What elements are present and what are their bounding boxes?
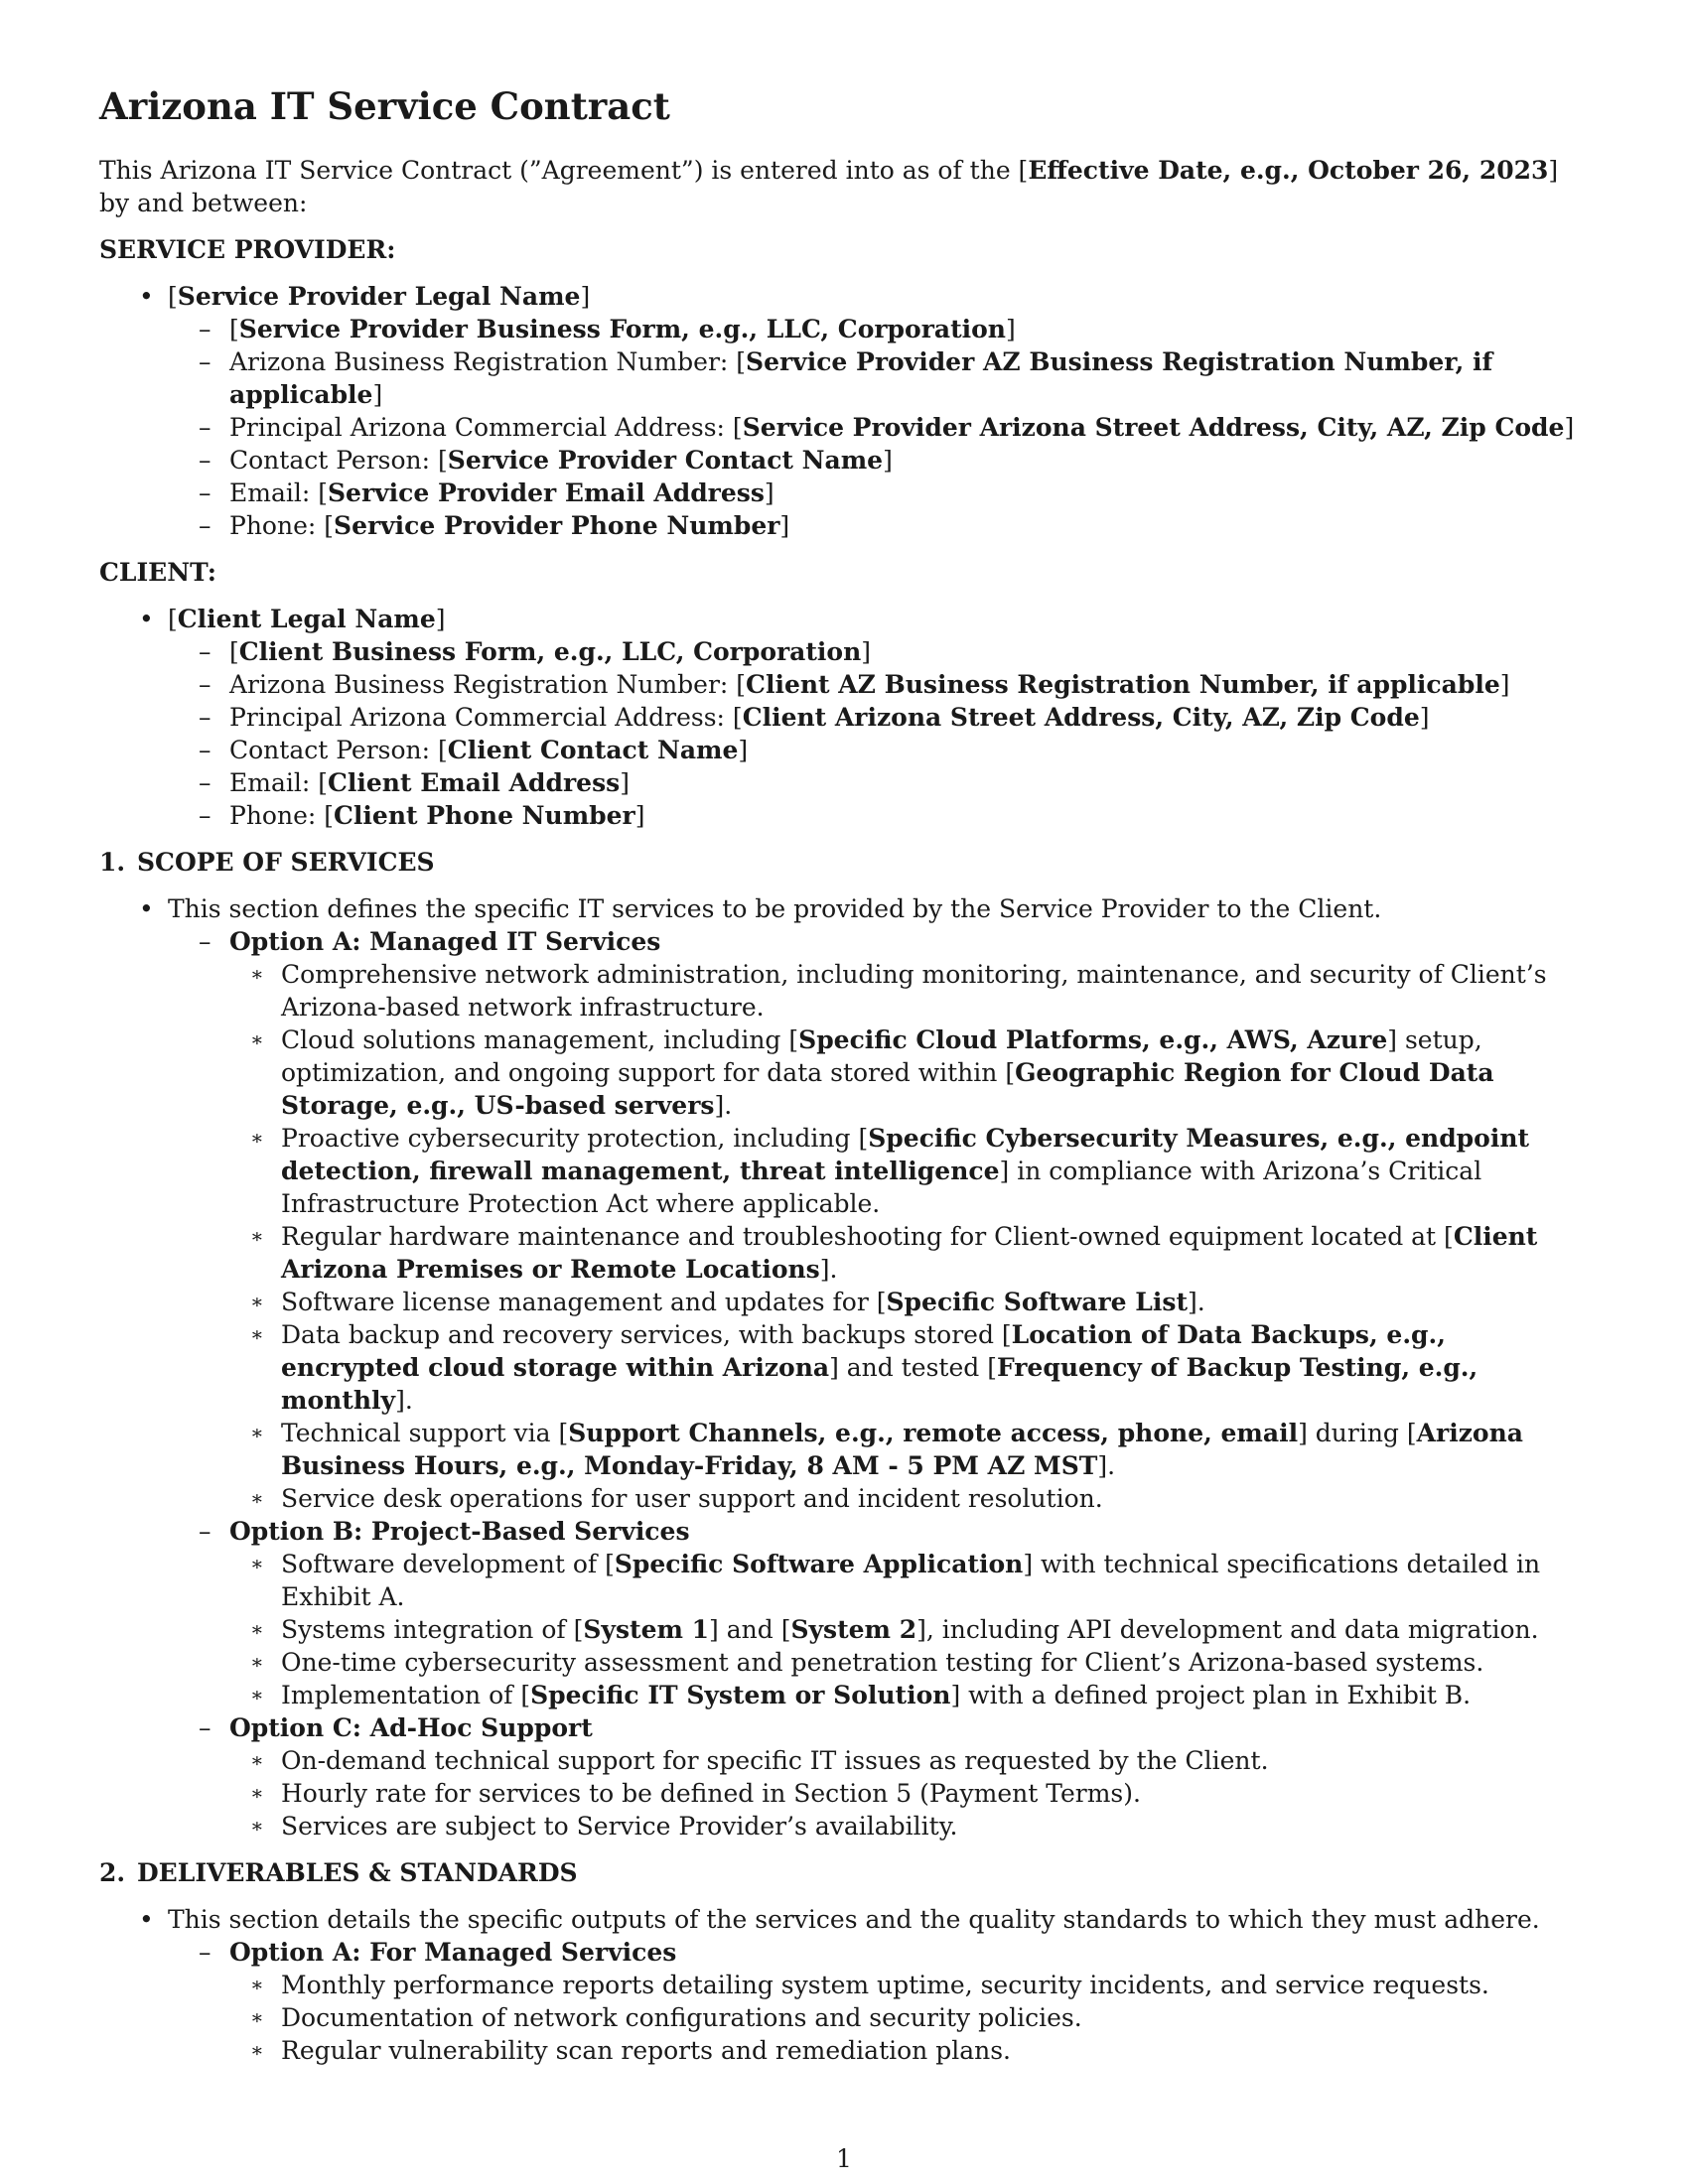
list-item: – Email: [Client Email Address] bbox=[199, 768, 630, 798]
list-item: • This section defines the specific IT services to be provided by the Service Provider to the Client. bbox=[139, 894, 1382, 924]
section-2-heading: 2. DELIVERABLES & STANDARDS bbox=[99, 1858, 578, 1888]
list-item: – [Client Business Form, e.g., LLC, Corporation] bbox=[199, 637, 872, 667]
list-item: ∗ Implementation of [Specific IT System or Solution] with a defined project plan in Exhibit B. bbox=[250, 1681, 1472, 1710]
list-item: ∗ One-time cybersecurity assessment and penetration testing for Client’s Arizona-based systems. bbox=[250, 1648, 1484, 1678]
list-item: • This section details the specific outputs of the services and the quality standards to which they must adhere. bbox=[139, 1905, 1540, 1935]
list-item: – Phone: [Service Provider Phone Number] bbox=[199, 511, 790, 541]
document-page bbox=[99, 84, 1589, 2067]
list-item: ∗ On-demand technical support for specific IT issues as requested by the Client. bbox=[250, 1746, 1269, 1776]
list-item: ∗ Software license management and updates for [Specific Software List]. bbox=[250, 1288, 1205, 1317]
section-1-list bbox=[99, 892, 1589, 1843]
client-heading: CLIENT: bbox=[99, 558, 217, 588]
list-item: ∗ Cloud solutions management, including [Specific Cloud Platforms, e.g., AWS, Azure] setup, optimization, and ongoing support for data stored within [Geographic Region for Cloud Data Storage, e.g., US-based servers]. bbox=[250, 1025, 1494, 1121]
list-item: – Principal Arizona Commercial Address: [Service Provider Arizona Street Address, City, AZ, Zip Code] bbox=[199, 413, 1575, 443]
list-item: ∗ Hourly rate for services to be defined in Section 5 (Payment Terms). bbox=[250, 1779, 1141, 1809]
list-item: ∗ Services are subject to Service Provider’s availability. bbox=[250, 1812, 958, 1842]
section-2-list bbox=[99, 1903, 1589, 2067]
list-item: ∗ Documentation of network configurations and security policies. bbox=[250, 2003, 1082, 2033]
list-item: – Email: [Service Provider Email Address] bbox=[199, 478, 774, 508]
service-provider-heading: SERVICE PROVIDER: bbox=[99, 235, 396, 265]
client-list bbox=[99, 603, 1589, 832]
page-title: Arizona IT Service Contract bbox=[99, 84, 670, 128]
list-item: ∗ Comprehensive network administration, including monitoring, maintenance, and security of Client’s Arizona-based network infrastructure. bbox=[250, 960, 1547, 1023]
list-item: • [Service Provider Legal Name] bbox=[139, 282, 591, 312]
list-item: ∗ Systems integration of [System 1] and [System 2], including API development and data migration. bbox=[250, 1615, 1539, 1645]
option-label: – Option A: Managed IT Services bbox=[199, 927, 661, 957]
list-item: – Arizona Business Registration Number: [Client AZ Business Registration Number, if applicable] bbox=[199, 670, 1510, 700]
list-item: ∗ Technical support via [Support Channels, e.g., remote access, phone, email] during [Arizona Business Hours, e.g., Monday-Friday, 8 AM - 5 PM AZ MST]. bbox=[250, 1419, 1523, 1481]
list-item: ∗ Regular vulnerability scan reports and remediation plans. bbox=[250, 2036, 1011, 2066]
list-item: ∗ Regular hardware maintenance and troubleshooting for Client-owned equipment located at [Client Arizona Premises or Remote Locations]. bbox=[250, 1222, 1538, 1285]
list-item: – [Service Provider Business Form, e.g., LLC, Corporation] bbox=[199, 315, 1016, 344]
list-item: ∗ Service desk operations for user support and incident resolution. bbox=[250, 1484, 1103, 1514]
list-item: – Principal Arizona Commercial Address: [Client Arizona Street Address, City, AZ, Zip Code] bbox=[199, 703, 1430, 733]
list-item: – Arizona Business Registration Number: [Service Provider AZ Business Registration Number, if applicable] bbox=[199, 347, 1493, 410]
option-label: – Option C: Ad-Hoc Support bbox=[199, 1713, 593, 1743]
list-item: ∗ Proactive cybersecurity protection, including [Specific Cybersecurity Measures, e.g., endpoint detection, firewall management, threat intelligence] in compliance with Arizona’s Critical Infrastructure Protection Act where applicable. bbox=[250, 1124, 1530, 1219]
section-1-heading: 1. SCOPE OF SERVICES bbox=[99, 848, 435, 878]
intro-paragraph: This Arizona IT Service Contract (”Agreement”) is entered into as of the [Effective Date, e.g., October 26, 2023] by and between: bbox=[99, 156, 1559, 218]
list-item: ∗ Data backup and recovery services, with backups stored [Location of Data Backups, e.g., encrypted cloud storage within Arizona] and tested [Frequency of Backup Testing, e.g., monthly]. bbox=[250, 1320, 1478, 1416]
option-label: – Option B: Project-Based Services bbox=[199, 1517, 690, 1547]
list-item: – Contact Person: [Client Contact Name] bbox=[199, 736, 749, 765]
option-label: – Option A: For Managed Services bbox=[199, 1938, 677, 1968]
page-number: 1 bbox=[836, 2144, 852, 2173]
list-item: ∗ Monthly performance reports detailing system uptime, security incidents, and service requests. bbox=[250, 1971, 1489, 2000]
list-item: • [Client Legal Name] bbox=[139, 605, 446, 634]
list-item: – Phone: [Client Phone Number] bbox=[199, 801, 645, 831]
service-provider-list bbox=[99, 280, 1589, 542]
list-item: ∗ Software development of [Specific Software Application] with technical specifications detailed in Exhibit A. bbox=[250, 1550, 1541, 1612]
list-item: – Contact Person: [Service Provider Contact Name] bbox=[199, 446, 893, 476]
